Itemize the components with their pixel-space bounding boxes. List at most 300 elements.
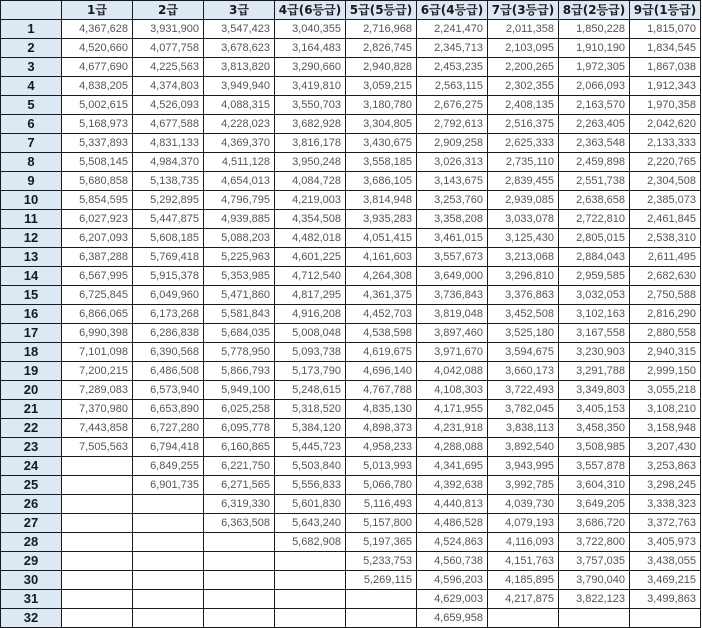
column-header-grade-7: 7급(3등급) bbox=[488, 1, 559, 20]
salary-cell: 4,231,918 bbox=[417, 419, 488, 438]
salary-cell: 4,354,508 bbox=[275, 210, 346, 229]
salary-cell: 7,289,083 bbox=[62, 381, 133, 400]
salary-cell: 5,173,790 bbox=[275, 362, 346, 381]
salary-cell: 2,163,570 bbox=[559, 96, 630, 115]
salary-cell: 5,093,738 bbox=[275, 343, 346, 362]
salary-cell: 4,601,225 bbox=[275, 248, 346, 267]
salary-cell: 6,901,735 bbox=[133, 476, 204, 495]
table-row bbox=[1, 419, 701, 438]
salary-cell: 6,653,890 bbox=[133, 400, 204, 419]
salary-cell: 3,838,113 bbox=[488, 419, 559, 438]
step-label: 26 bbox=[1, 495, 62, 514]
salary-cell: 6,319,330 bbox=[204, 495, 275, 514]
salary-cell: 3,033,078 bbox=[488, 210, 559, 229]
salary-cell bbox=[204, 552, 275, 571]
table-row bbox=[1, 191, 701, 210]
salary-cell: 6,727,280 bbox=[133, 419, 204, 438]
salary-cell bbox=[275, 571, 346, 590]
salary-cell: 3,358,208 bbox=[417, 210, 488, 229]
salary-cell bbox=[630, 609, 701, 628]
salary-cell: 2,551,738 bbox=[559, 172, 630, 191]
step-label: 1 bbox=[1, 20, 62, 39]
salary-cell: 4,560,738 bbox=[417, 552, 488, 571]
salary-cell: 5,601,830 bbox=[275, 495, 346, 514]
salary-cell: 5,337,893 bbox=[62, 134, 133, 153]
salary-cell: 3,897,460 bbox=[417, 324, 488, 343]
salary-cell: 4,108,303 bbox=[417, 381, 488, 400]
salary-cell: 6,286,838 bbox=[133, 324, 204, 343]
salary-cell: 3,722,493 bbox=[488, 381, 559, 400]
salary-cell: 1,834,545 bbox=[630, 39, 701, 58]
table-row bbox=[1, 514, 701, 533]
salary-cell: 4,392,638 bbox=[417, 476, 488, 495]
salary-cell: 6,221,750 bbox=[204, 457, 275, 476]
salary-cell: 3,213,068 bbox=[488, 248, 559, 267]
salary-cell bbox=[133, 571, 204, 590]
salary-cell: 3,298,245 bbox=[630, 476, 701, 495]
salary-cell: 3,164,483 bbox=[275, 39, 346, 58]
salary-cell: 5,503,840 bbox=[275, 457, 346, 476]
table-row bbox=[1, 324, 701, 343]
column-header-grade-5: 5급(5등급) bbox=[346, 1, 417, 20]
salary-cell: 1,867,038 bbox=[630, 58, 701, 77]
salary-cell: 6,390,568 bbox=[133, 343, 204, 362]
salary-cell: 1,815,070 bbox=[630, 20, 701, 39]
salary-cell: 1,970,358 bbox=[630, 96, 701, 115]
salary-cell bbox=[275, 552, 346, 571]
table-row bbox=[1, 438, 701, 457]
step-label: 8 bbox=[1, 153, 62, 172]
salary-cell: 5,225,963 bbox=[204, 248, 275, 267]
salary-cell: 5,471,860 bbox=[204, 286, 275, 305]
column-header-grade-4: 4급(6등급) bbox=[275, 1, 346, 20]
salary-cell: 4,520,660 bbox=[62, 39, 133, 58]
salary-cell: 3,594,675 bbox=[488, 343, 559, 362]
table-row bbox=[1, 39, 701, 58]
salary-cell: 3,736,843 bbox=[417, 286, 488, 305]
salary-cell: 4,486,528 bbox=[417, 514, 488, 533]
salary-cell bbox=[204, 533, 275, 552]
salary-cell: 3,508,985 bbox=[559, 438, 630, 457]
salary-cell: 6,173,268 bbox=[133, 305, 204, 324]
salary-cell: 2,408,135 bbox=[488, 96, 559, 115]
step-label: 29 bbox=[1, 552, 62, 571]
salary-cell: 5,866,793 bbox=[204, 362, 275, 381]
salary-cell: 5,269,115 bbox=[346, 571, 417, 590]
step-label: 9 bbox=[1, 172, 62, 191]
salary-cell: 2,909,258 bbox=[417, 134, 488, 153]
salary-cell: 6,095,778 bbox=[204, 419, 275, 438]
salary-cell: 4,767,788 bbox=[346, 381, 417, 400]
salary-cell: 5,581,843 bbox=[204, 305, 275, 324]
salary-cell: 2,042,620 bbox=[630, 115, 701, 134]
table-row bbox=[1, 20, 701, 39]
salary-cell: 7,505,563 bbox=[62, 438, 133, 457]
step-label: 25 bbox=[1, 476, 62, 495]
salary-cell: 6,849,255 bbox=[133, 457, 204, 476]
salary-cell: 4,958,233 bbox=[346, 438, 417, 457]
salary-cell: 4,051,415 bbox=[346, 229, 417, 248]
salary-cell: 2,792,613 bbox=[417, 115, 488, 134]
salary-cell: 5,608,185 bbox=[133, 229, 204, 248]
salary-cell: 3,167,558 bbox=[559, 324, 630, 343]
salary-cell: 5,915,378 bbox=[133, 267, 204, 286]
salary-cell: 3,814,948 bbox=[346, 191, 417, 210]
salary-cell: 4,374,803 bbox=[133, 77, 204, 96]
table-row bbox=[1, 571, 701, 590]
salary-cell: 3,819,048 bbox=[417, 305, 488, 324]
column-header-grade-9: 9급(1등급) bbox=[630, 1, 701, 20]
salary-cell: 3,349,803 bbox=[559, 381, 630, 400]
salary-cell: 4,264,308 bbox=[346, 267, 417, 286]
salary-cell: 4,185,895 bbox=[488, 571, 559, 590]
salary-cell: 5,008,048 bbox=[275, 324, 346, 343]
step-label: 7 bbox=[1, 134, 62, 153]
salary-cell: 6,207,093 bbox=[62, 229, 133, 248]
salary-cell: 3,892,540 bbox=[488, 438, 559, 457]
salary-cell: 2,363,548 bbox=[559, 134, 630, 153]
salary-cell bbox=[62, 590, 133, 609]
salary-cell: 3,253,863 bbox=[630, 457, 701, 476]
step-label: 20 bbox=[1, 381, 62, 400]
salary-cell: 3,550,703 bbox=[275, 96, 346, 115]
salary-cell: 2,884,043 bbox=[559, 248, 630, 267]
salary-cell: 2,103,095 bbox=[488, 39, 559, 58]
salary-cell: 3,931,900 bbox=[133, 20, 204, 39]
salary-cell: 2,200,265 bbox=[488, 58, 559, 77]
salary-cell: 3,547,423 bbox=[204, 20, 275, 39]
salary-cell: 3,230,903 bbox=[559, 343, 630, 362]
salary-cell: 5,168,973 bbox=[62, 115, 133, 134]
table-row bbox=[1, 172, 701, 191]
step-label: 24 bbox=[1, 457, 62, 476]
salary-cell: 3,207,430 bbox=[630, 438, 701, 457]
salary-cell: 4,939,885 bbox=[204, 210, 275, 229]
salary-cell: 2,638,658 bbox=[559, 191, 630, 210]
salary-cell: 3,372,763 bbox=[630, 514, 701, 533]
salary-cell: 4,677,588 bbox=[133, 115, 204, 134]
salary-cell: 2,385,073 bbox=[630, 191, 701, 210]
salary-cell: 6,049,960 bbox=[133, 286, 204, 305]
table-row bbox=[1, 248, 701, 267]
step-label: 23 bbox=[1, 438, 62, 457]
column-header-grade-2: 2급 bbox=[133, 1, 204, 20]
salary-cell: 3,055,218 bbox=[630, 381, 701, 400]
salary-cell: 2,345,713 bbox=[417, 39, 488, 58]
salary-cell: 4,619,675 bbox=[346, 343, 417, 362]
salary-cell: 3,816,178 bbox=[275, 134, 346, 153]
salary-cell: 3,032,053 bbox=[559, 286, 630, 305]
table-row bbox=[1, 457, 701, 476]
salary-cell: 3,461,015 bbox=[417, 229, 488, 248]
salary-cell: 6,794,418 bbox=[133, 438, 204, 457]
salary-cell: 3,290,660 bbox=[275, 58, 346, 77]
salary-cell: 3,253,760 bbox=[417, 191, 488, 210]
salary-cell: 3,419,810 bbox=[275, 77, 346, 96]
salary-cell: 4,796,795 bbox=[204, 191, 275, 210]
salary-cell bbox=[133, 514, 204, 533]
salary-cell bbox=[133, 590, 204, 609]
salary-cell: 5,013,993 bbox=[346, 457, 417, 476]
salary-cell: 3,458,350 bbox=[559, 419, 630, 438]
salary-cell: 3,722,800 bbox=[559, 533, 630, 552]
salary-cell bbox=[62, 571, 133, 590]
salary-cell: 2,011,358 bbox=[488, 20, 559, 39]
table-row bbox=[1, 286, 701, 305]
step-label: 28 bbox=[1, 533, 62, 552]
salary-cell: 3,992,785 bbox=[488, 476, 559, 495]
salary-cell bbox=[133, 552, 204, 571]
salary-cell: 3,525,180 bbox=[488, 324, 559, 343]
column-header-grade-6: 6급(4등급) bbox=[417, 1, 488, 20]
salary-cell bbox=[204, 571, 275, 590]
salary-cell: 1,972,305 bbox=[559, 58, 630, 77]
salary-cell: 6,160,865 bbox=[204, 438, 275, 457]
salary-cell: 3,291,788 bbox=[559, 362, 630, 381]
salary-cell: 6,866,065 bbox=[62, 305, 133, 324]
salary-cell bbox=[346, 590, 417, 609]
salary-cell: 5,854,595 bbox=[62, 191, 133, 210]
salary-cell: 6,567,995 bbox=[62, 267, 133, 286]
salary-cell bbox=[488, 609, 559, 628]
salary-cell: 3,405,973 bbox=[630, 533, 701, 552]
step-label: 32 bbox=[1, 609, 62, 628]
salary-cell: 4,696,140 bbox=[346, 362, 417, 381]
table-row bbox=[1, 552, 701, 571]
step-label: 21 bbox=[1, 400, 62, 419]
salary-cell: 4,228,023 bbox=[204, 115, 275, 134]
salary-cell bbox=[133, 533, 204, 552]
step-label: 11 bbox=[1, 210, 62, 229]
salary-cell: 2,839,455 bbox=[488, 172, 559, 191]
salary-cell bbox=[62, 514, 133, 533]
salary-cell: 3,296,810 bbox=[488, 267, 559, 286]
salary-cell: 4,225,563 bbox=[133, 58, 204, 77]
table-row bbox=[1, 267, 701, 286]
salary-cell: 5,353,985 bbox=[204, 267, 275, 286]
salary-cell: 5,384,120 bbox=[275, 419, 346, 438]
salary-cell: 5,116,493 bbox=[346, 495, 417, 514]
table-row bbox=[1, 533, 701, 552]
column-header-grade-3: 3급 bbox=[204, 1, 275, 20]
salary-cell: 3,059,215 bbox=[346, 77, 417, 96]
salary-cell: 5,066,780 bbox=[346, 476, 417, 495]
salary-cell: 3,438,055 bbox=[630, 552, 701, 571]
salary-cell: 5,248,615 bbox=[275, 381, 346, 400]
salary-cell: 5,318,520 bbox=[275, 400, 346, 419]
salary-cell: 2,453,235 bbox=[417, 58, 488, 77]
step-label: 12 bbox=[1, 229, 62, 248]
step-label: 31 bbox=[1, 590, 62, 609]
salary-cell: 3,040,355 bbox=[275, 20, 346, 39]
salary-cell: 6,725,845 bbox=[62, 286, 133, 305]
salary-cell: 3,557,878 bbox=[559, 457, 630, 476]
salary-cell: 5,682,908 bbox=[275, 533, 346, 552]
salary-cell bbox=[275, 590, 346, 609]
salary-cell: 2,940,828 bbox=[346, 58, 417, 77]
salary-cell bbox=[204, 609, 275, 628]
salary-cell: 3,452,508 bbox=[488, 305, 559, 324]
salary-cell: 6,027,923 bbox=[62, 210, 133, 229]
salary-cell: 2,304,508 bbox=[630, 172, 701, 191]
salary-cell bbox=[275, 609, 346, 628]
salary-cell: 5,556,833 bbox=[275, 476, 346, 495]
table-row bbox=[1, 400, 701, 419]
salary-cell: 2,676,275 bbox=[417, 96, 488, 115]
salary-cell: 4,898,373 bbox=[346, 419, 417, 438]
step-label: 30 bbox=[1, 571, 62, 590]
salary-cell: 4,116,093 bbox=[488, 533, 559, 552]
salary-cell: 3,943,995 bbox=[488, 457, 559, 476]
salary-cell: 2,461,845 bbox=[630, 210, 701, 229]
salary-cell: 6,990,398 bbox=[62, 324, 133, 343]
table-row bbox=[1, 305, 701, 324]
salary-cell: 2,999,150 bbox=[630, 362, 701, 381]
table-row bbox=[1, 134, 701, 153]
salary-cell: 3,757,035 bbox=[559, 552, 630, 571]
table-row bbox=[1, 77, 701, 96]
salary-cell: 3,682,928 bbox=[275, 115, 346, 134]
step-label: 2 bbox=[1, 39, 62, 58]
corner-cell bbox=[1, 1, 62, 20]
salary-cell: 2,716,968 bbox=[346, 20, 417, 39]
salary-cell: 2,611,495 bbox=[630, 248, 701, 267]
salary-cell: 2,750,588 bbox=[630, 286, 701, 305]
salary-cell: 3,143,675 bbox=[417, 172, 488, 191]
salary-cell: 5,447,875 bbox=[133, 210, 204, 229]
salary-cell: 4,367,628 bbox=[62, 20, 133, 39]
salary-cell: 3,686,720 bbox=[559, 514, 630, 533]
salary-cell: 4,659,958 bbox=[417, 609, 488, 628]
salary-cell: 6,271,565 bbox=[204, 476, 275, 495]
salary-cell: 7,101,098 bbox=[62, 343, 133, 362]
salary-cell: 3,125,430 bbox=[488, 229, 559, 248]
salary-cell: 2,880,558 bbox=[630, 324, 701, 343]
salary-cell: 4,677,690 bbox=[62, 58, 133, 77]
salary-cell: 4,817,295 bbox=[275, 286, 346, 305]
salary-cell: 3,935,283 bbox=[346, 210, 417, 229]
salary-cell bbox=[559, 609, 630, 628]
salary-cell: 2,066,093 bbox=[559, 77, 630, 96]
table-row bbox=[1, 153, 701, 172]
table-row bbox=[1, 96, 701, 115]
salary-cell: 4,039,730 bbox=[488, 495, 559, 514]
salary-cell: 7,370,980 bbox=[62, 400, 133, 419]
table-row bbox=[1, 229, 701, 248]
salary-cell: 2,940,315 bbox=[630, 343, 701, 362]
salary-cell: 4,452,703 bbox=[346, 305, 417, 324]
salary-cell: 3,649,205 bbox=[559, 495, 630, 514]
salary-cell: 4,835,130 bbox=[346, 400, 417, 419]
table-row bbox=[1, 381, 701, 400]
salary-cell: 5,233,753 bbox=[346, 552, 417, 571]
step-label: 18 bbox=[1, 343, 62, 362]
salary-cell: 5,508,145 bbox=[62, 153, 133, 172]
salary-cell bbox=[62, 457, 133, 476]
salary-cell: 3,405,153 bbox=[559, 400, 630, 419]
salary-cell: 4,654,013 bbox=[204, 172, 275, 191]
salary-cell: 4,916,208 bbox=[275, 305, 346, 324]
salary-cell: 2,826,745 bbox=[346, 39, 417, 58]
salary-cell: 3,158,948 bbox=[630, 419, 701, 438]
table-row bbox=[1, 476, 701, 495]
salary-cell: 5,769,418 bbox=[133, 248, 204, 267]
salary-cell: 4,077,758 bbox=[133, 39, 204, 58]
step-label: 13 bbox=[1, 248, 62, 267]
salary-cell: 3,822,123 bbox=[559, 590, 630, 609]
salary-cell: 3,558,185 bbox=[346, 153, 417, 172]
step-label: 3 bbox=[1, 58, 62, 77]
salary-cell: 3,949,940 bbox=[204, 77, 275, 96]
salary-cell: 6,363,508 bbox=[204, 514, 275, 533]
salary-cell: 5,778,950 bbox=[204, 343, 275, 362]
salary-cell bbox=[204, 590, 275, 609]
column-header-grade-8: 8급(2등급) bbox=[559, 1, 630, 20]
salary-cell: 5,197,365 bbox=[346, 533, 417, 552]
salary-cell bbox=[346, 609, 417, 628]
salary-cell: 4,526,093 bbox=[133, 96, 204, 115]
salary-cell: 6,486,508 bbox=[133, 362, 204, 381]
salary-cell: 4,482,018 bbox=[275, 229, 346, 248]
salary-cell: 2,816,290 bbox=[630, 305, 701, 324]
step-label: 22 bbox=[1, 419, 62, 438]
salary-cell bbox=[62, 552, 133, 571]
salary-cell: 2,722,810 bbox=[559, 210, 630, 229]
step-label: 19 bbox=[1, 362, 62, 381]
salary-cell: 3,686,105 bbox=[346, 172, 417, 191]
step-label: 5 bbox=[1, 96, 62, 115]
step-label: 10 bbox=[1, 191, 62, 210]
salary-cell bbox=[62, 609, 133, 628]
salary-cell: 4,984,370 bbox=[133, 153, 204, 172]
salary-cell: 3,469,215 bbox=[630, 571, 701, 590]
salary-cell: 3,304,805 bbox=[346, 115, 417, 134]
table-row bbox=[1, 115, 701, 134]
step-label: 6 bbox=[1, 115, 62, 134]
salary-cell: 4,288,088 bbox=[417, 438, 488, 457]
salary-cell: 4,219,003 bbox=[275, 191, 346, 210]
step-label: 16 bbox=[1, 305, 62, 324]
salary-cell bbox=[62, 495, 133, 514]
salary-cell: 4,341,695 bbox=[417, 457, 488, 476]
salary-cell: 4,511,128 bbox=[204, 153, 275, 172]
table-row bbox=[1, 609, 701, 628]
salary-cell: 3,971,670 bbox=[417, 343, 488, 362]
table-body bbox=[1, 20, 701, 628]
salary-cell: 2,735,110 bbox=[488, 153, 559, 172]
salary-cell: 5,292,895 bbox=[133, 191, 204, 210]
salary-cell: 2,959,585 bbox=[559, 267, 630, 286]
salary-cell: 5,680,858 bbox=[62, 172, 133, 191]
salary-cell bbox=[133, 495, 204, 514]
salary-cell: 7,200,215 bbox=[62, 362, 133, 381]
salary-cell bbox=[62, 476, 133, 495]
step-label: 15 bbox=[1, 286, 62, 305]
salary-cell: 2,516,375 bbox=[488, 115, 559, 134]
step-label: 17 bbox=[1, 324, 62, 343]
salary-cell: 3,782,045 bbox=[488, 400, 559, 419]
table-row bbox=[1, 362, 701, 381]
salary-cell: 5,138,735 bbox=[133, 172, 204, 191]
salary-cell: 4,079,193 bbox=[488, 514, 559, 533]
step-label: 14 bbox=[1, 267, 62, 286]
salary-cell: 4,629,003 bbox=[417, 590, 488, 609]
salary-cell: 3,338,323 bbox=[630, 495, 701, 514]
salary-cell: 4,538,598 bbox=[346, 324, 417, 343]
salary-cell: 4,088,315 bbox=[204, 96, 275, 115]
salary-cell: 4,217,875 bbox=[488, 590, 559, 609]
salary-cell: 3,026,313 bbox=[417, 153, 488, 172]
